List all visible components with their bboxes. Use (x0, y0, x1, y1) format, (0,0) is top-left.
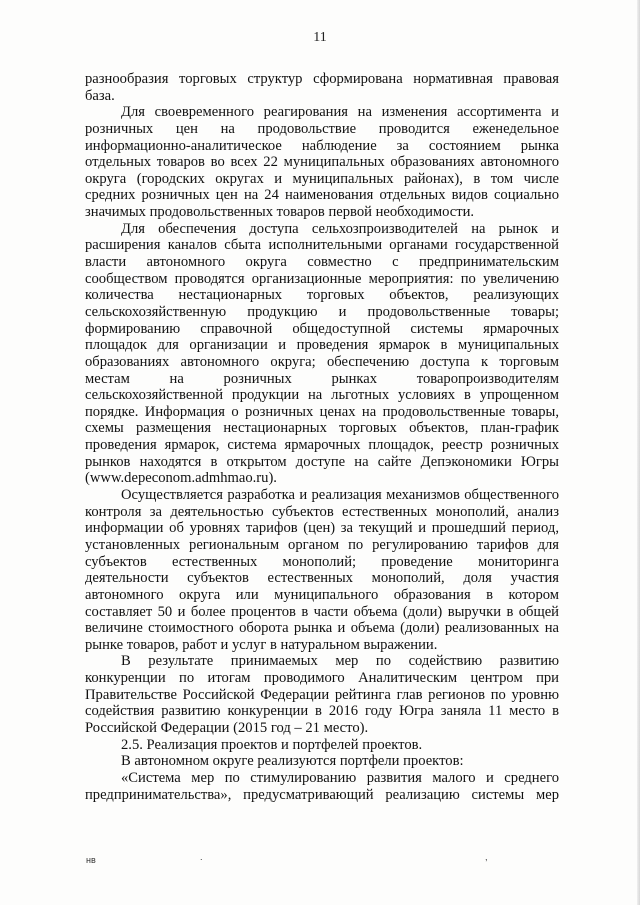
text-line: площадок для организации и проведения ярмарок в муниципальных (85, 337, 559, 354)
text-line: сельскохозяйственной продукции на льготных условиях в упрощенном (85, 387, 559, 404)
text-line: предпринимательства», предусматривающий реализацию системы мер (85, 786, 559, 803)
text-line: информационно-аналитическое наблюдение за состоянием рынка (85, 137, 559, 154)
text-line: розничных цен на продовольствие проводится еженедельное (85, 120, 559, 137)
text-line: содействия развитию конкуренции в 2016 году Югра заняла 11 место в (85, 703, 559, 720)
text-line: Для своевременного реагирования на изменения ассортимента и (121, 104, 559, 121)
text-line: расширения каналов сбыта исполнительными органами государственной (85, 237, 559, 254)
text-line: схемы размещения нестационарных торговых объектов, план-график (85, 420, 559, 437)
text-line: Российской Федерации (2015 год – 21 место). (85, 719, 369, 736)
text-line: формированию справочной общедоступной системы ярмарочных (85, 320, 559, 337)
text-line: информации об уровнях тарифов (цен) за текущий и прошедший период, (85, 520, 559, 537)
text-line: В результате принимаемых мер по содействию развитию (121, 653, 559, 670)
text-line: база. (85, 87, 115, 104)
text-line: контроля за деятельностью субъектов естественных монополий, анализ (85, 503, 559, 520)
text-line: Для обеспечения доступа сельхозпроизводителей на рынок и (121, 220, 559, 237)
text-line: средних розничных цен на 24 наименования отдельных видов социально (85, 187, 559, 204)
text-line: составляет 50 и более процентов в части объема (доли) выручки в общей (85, 603, 559, 620)
text-line: установленных региональным органом по регулированию тарифов для (85, 536, 559, 553)
text-line: рынке товаров, работ и услуг в натуральном выражении. (85, 636, 438, 653)
document-body (85, 71, 559, 803)
text-line: «Система мер по стимулированию развития малого и среднего (121, 769, 559, 786)
page-number: 11 (313, 30, 327, 45)
scan-speck: . (200, 852, 203, 862)
text-line: власти автономного округа совместно с предпринимательским (85, 254, 559, 271)
text-line: местам на розничных рынках товаропроизводителям (85, 370, 559, 387)
text-line: деятельности субъектов естественных монополий, доля участия (85, 570, 559, 587)
scan-speck: , (485, 852, 488, 862)
text-line: сообществом проводятся организационные мероприятия: по увеличению (85, 270, 559, 287)
text-line: конкуренции по итогам проводимого Аналитическим центром при (85, 670, 559, 687)
text-line: округа (городских округах и муниципальных районах), в том числе (85, 170, 559, 187)
text-line: образованиях автономного округа; обеспечению доступа к торговым (85, 353, 559, 370)
footer-mark: нв (86, 855, 96, 865)
text-line: количества нестационарных торговых объектов, реализующих (85, 287, 559, 304)
text-line: субъектов естественных монополий; проведение мониторинга (85, 553, 559, 570)
text-line: рынков находятся в открытом доступе на сайте Депэкономики Югры (85, 453, 559, 470)
text-line: порядке. Информация о розничных ценах на продовольственные товары, (85, 403, 559, 420)
text-line: Правительстве Российской Федерации рейтинга глав регионов по уровню (85, 686, 559, 703)
text-line: значимых продовольственных товаров первой необходимости. (85, 204, 475, 221)
text-line: отдельных товаров во всех 22 муниципальных образованиях автономного (85, 154, 559, 171)
text-line: Осуществляется разработка и реализация механизмов общественного (121, 487, 559, 504)
text-line: В автономном округе реализуются портфели проектов: (121, 753, 464, 770)
text-line: сельскохозяйственную продукцию и продовольственные товары; (85, 303, 559, 320)
text-line: 2.5. Реализация проектов и портфелей проектов. (121, 736, 423, 753)
text-line: разнообразия торговых структур сформирована нормативная правовая (85, 71, 559, 87)
text-line: (www.depeconom.admhmao.ru). (85, 470, 277, 487)
text-line: автономного округа или муниципального образования в котором (85, 586, 559, 603)
text-line: проведения ярмарок, система ярмарочных площадок, реестр розничных (85, 437, 559, 454)
text-line: величине стоимостного оборота рынка и объема (доли) реализованных на (85, 620, 559, 637)
